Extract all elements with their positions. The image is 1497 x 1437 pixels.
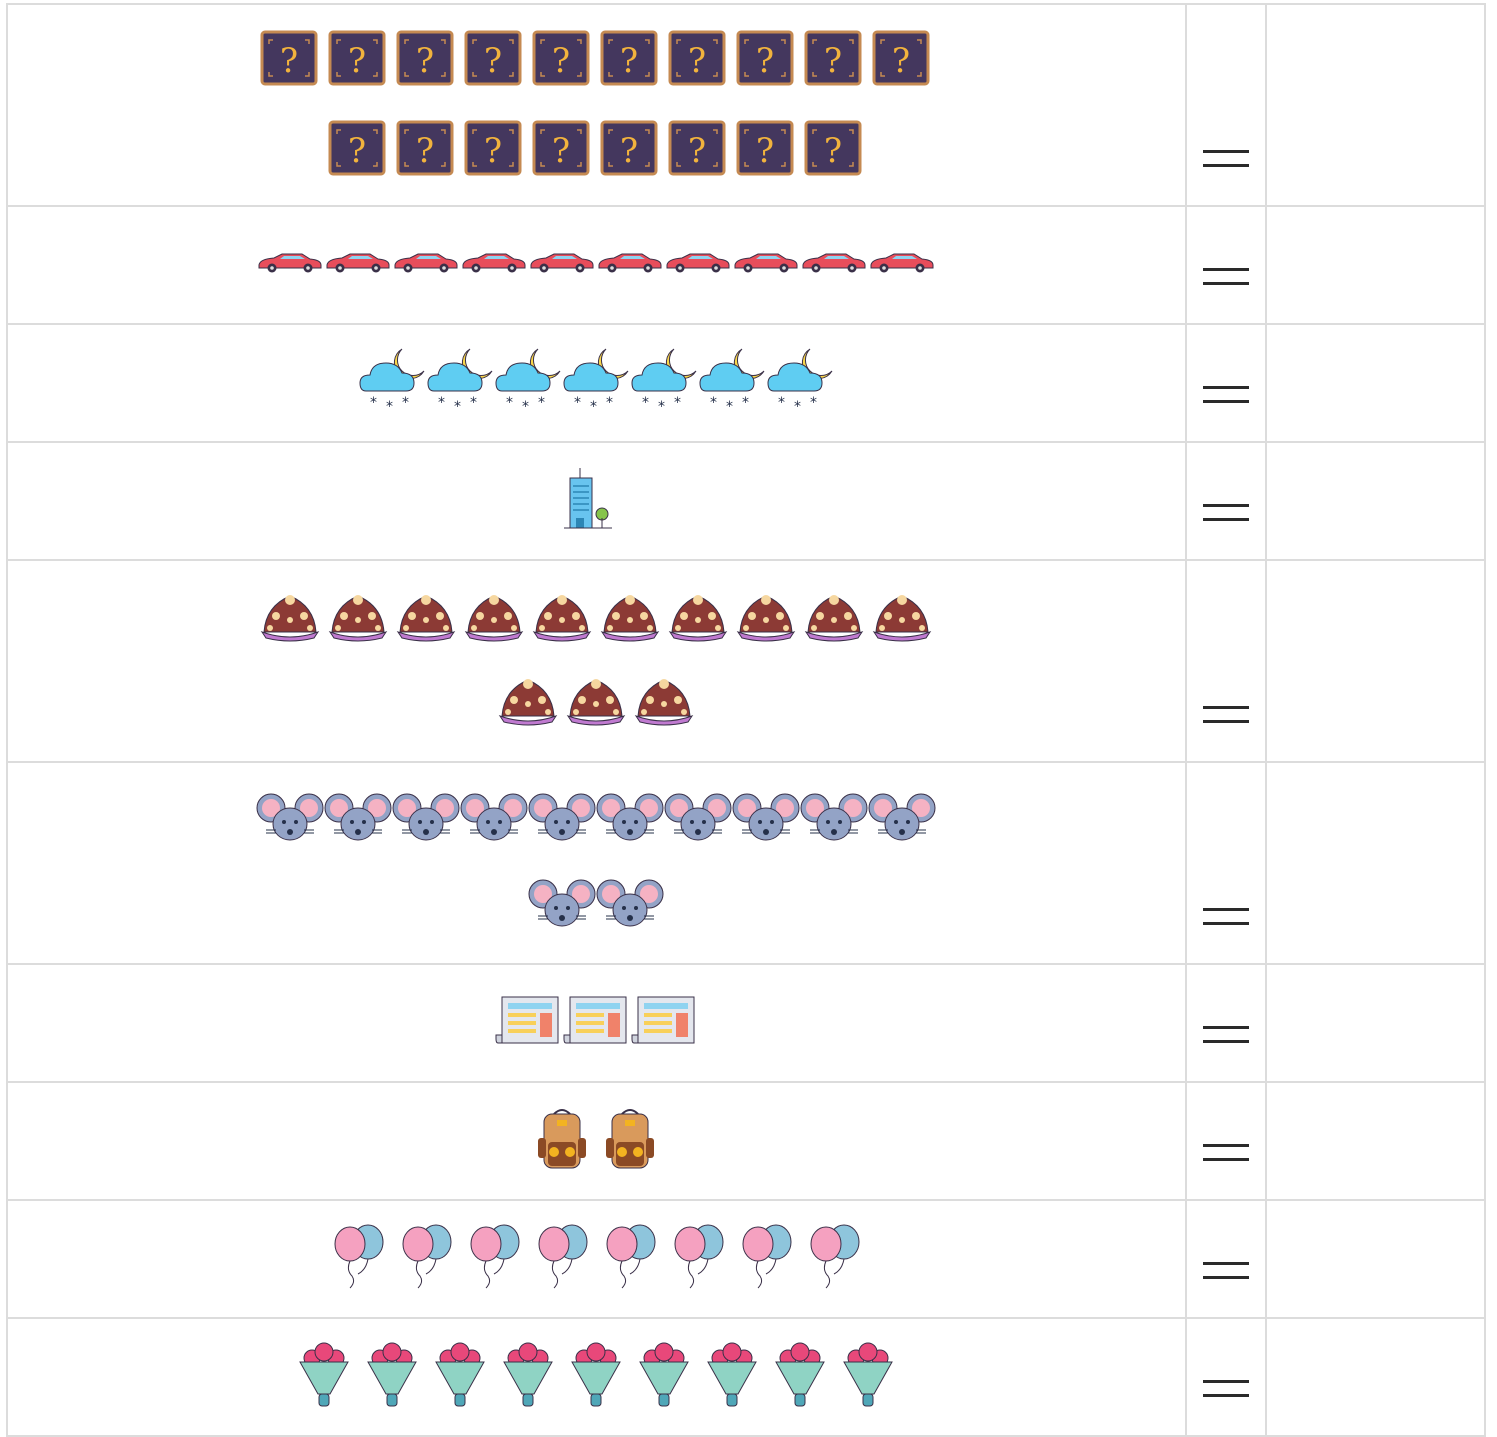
balloons-icon [800,1224,868,1294]
newspaper-icon [562,995,630,1051]
question-block-icon [732,30,800,90]
flower-bouquet-icon [698,1342,766,1412]
count-row [7,1200,1485,1318]
svg-text:*: * [454,399,462,415]
equals-sign [1203,150,1249,170]
balloons-icon [732,1224,800,1294]
chocolate-truffle-icon [392,592,460,646]
question-block-icon [528,30,596,90]
snow-cloud-moon-icon [426,345,494,421]
snow-cloud-moon-icon [766,345,834,421]
newspaper-icon [630,995,698,1051]
picture-cell [7,1318,1186,1436]
balloons-icon [392,1224,460,1294]
picture-cell [7,964,1186,1082]
answer-cell[interactable] [1266,560,1485,762]
flower-bouquet-icon [562,1342,630,1412]
svg-text:?: ? [552,41,571,81]
newspaper-icon [494,995,562,1051]
svg-text:*: * [370,395,378,411]
icon-line [324,1224,868,1294]
chocolate-truffle-icon [562,676,630,730]
equals-sign [1203,386,1249,406]
answer-cell[interactable] [1266,1200,1485,1318]
balloons-icon [324,1224,392,1294]
icon-line [528,1106,664,1176]
mouse-face-icon [732,792,800,848]
chocolate-truffle-icon [800,592,868,646]
question-block-icon [528,120,596,180]
svg-text:*: * [674,395,682,411]
count-row [7,442,1485,560]
balloons-icon [460,1224,528,1294]
count-row [7,762,1485,964]
equals-sign [1203,908,1249,928]
svg-text:*: * [470,395,478,411]
svg-text:?: ? [824,131,843,171]
backpack-icon [596,1106,664,1176]
mouse-face-icon [868,792,936,848]
mouse-face-icon [528,792,596,848]
picture-cell [7,442,1186,560]
question-block-icon [800,120,868,180]
balloons-icon [596,1224,664,1294]
picture-cell [7,206,1186,324]
svg-text:*: * [590,399,598,415]
equals-cell [1186,1200,1266,1318]
chocolate-truffle-icon [630,676,698,730]
icon-line [256,251,936,279]
svg-text:*: * [506,395,514,411]
svg-text:?: ? [688,41,707,81]
chocolate-truffle-icon [324,592,392,646]
mouse-face-icon [800,792,868,848]
icon-line [324,120,868,180]
svg-text:?: ? [280,41,299,81]
mouse-face-icon [596,878,664,934]
svg-text:?: ? [756,131,775,171]
question-block-icon [596,120,664,180]
svg-text:?: ? [688,131,707,171]
answer-cell[interactable] [1266,324,1485,442]
svg-text:*: * [438,395,446,411]
mouse-face-icon [256,792,324,848]
equals-cell [1186,1318,1266,1436]
svg-text:*: * [574,395,582,411]
snow-cloud-moon-icon [494,345,562,421]
svg-text:*: * [810,395,818,411]
count-row [7,324,1485,442]
equals-sign [1203,268,1249,288]
equals-cell [1186,964,1266,1082]
svg-text:*: * [658,399,666,415]
flower-bouquet-icon [358,1342,426,1412]
equals-sign [1203,1380,1249,1400]
svg-text:*: * [402,395,410,411]
red-car-icon [528,251,596,279]
flower-bouquet-icon [630,1342,698,1412]
icon-line [256,592,936,646]
question-block-icon [256,30,324,90]
svg-text:*: * [778,395,786,411]
chocolate-truffle-icon [494,676,562,730]
svg-text:*: * [742,395,750,411]
equals-cell [1186,762,1266,964]
svg-text:?: ? [484,131,503,171]
question-block-icon [596,30,664,90]
question-block-icon [664,120,732,180]
chocolate-truffle-icon [528,592,596,646]
question-block-icon [800,30,868,90]
mouse-face-icon [664,792,732,848]
svg-text:?: ? [824,41,843,81]
mouse-face-icon [528,878,596,934]
equals-sign [1203,504,1249,524]
chocolate-truffle-icon [596,592,664,646]
icon-line [494,995,698,1051]
chocolate-truffle-icon [868,592,936,646]
icon-line [562,466,630,536]
snow-cloud-moon-icon [562,345,630,421]
red-car-icon [256,251,324,279]
snow-cloud-moon-icon [698,345,766,421]
question-block-icon [732,120,800,180]
red-car-icon [460,251,528,279]
equals-sign [1203,1026,1249,1046]
svg-text:?: ? [620,41,639,81]
equals-sign [1203,1144,1249,1164]
answer-cell[interactable] [1266,4,1485,206]
equals-cell [1186,206,1266,324]
equals-cell [1186,560,1266,762]
count-row [7,1082,1485,1200]
svg-text:*: * [642,395,650,411]
svg-text:*: * [606,395,614,411]
chocolate-truffle-icon [732,592,800,646]
red-car-icon [732,251,800,279]
count-row [7,964,1485,1082]
picture-cell [7,324,1186,442]
red-car-icon [868,251,936,279]
mouse-face-icon [460,792,528,848]
question-block-icon [392,120,460,180]
icon-line [290,1342,902,1412]
svg-text:?: ? [348,131,367,171]
equals-sign [1203,1262,1249,1282]
balloons-icon [528,1224,596,1294]
svg-text:*: * [794,399,802,415]
mouse-face-icon [596,792,664,848]
answer-cell[interactable] [1266,762,1485,964]
chocolate-truffle-icon [664,592,732,646]
picture-cell [7,4,1186,206]
svg-text:?: ? [416,131,435,171]
flower-bouquet-icon [834,1342,902,1412]
question-block-icon [392,30,460,90]
svg-text:*: * [538,395,546,411]
svg-text:?: ? [552,131,571,171]
picture-cell [7,762,1186,964]
snow-cloud-moon-icon [358,345,426,421]
svg-text:?: ? [892,41,911,81]
flower-bouquet-icon [494,1342,562,1412]
svg-text:*: * [386,399,394,415]
answer-cell[interactable] [1266,1318,1485,1436]
red-car-icon [664,251,732,279]
svg-text:*: * [522,399,530,415]
equals-cell [1186,442,1266,560]
counting-worksheet-table [6,3,1486,1437]
flower-bouquet-icon [290,1342,358,1412]
equals-cell [1186,4,1266,206]
icon-line [256,792,936,848]
svg-text:?: ? [484,41,503,81]
red-car-icon [596,251,664,279]
question-block-icon [460,30,528,90]
svg-text:?: ? [620,131,639,171]
answer-cell[interactable] [1266,206,1485,324]
equals-cell [1186,1082,1266,1200]
mouse-face-icon [392,792,460,848]
svg-text:?: ? [756,41,775,81]
count-row [7,206,1485,324]
red-car-icon [392,251,460,279]
red-car-icon [324,251,392,279]
equals-cell [1186,324,1266,442]
chocolate-truffle-icon [460,592,528,646]
flower-bouquet-icon [766,1342,834,1412]
svg-text:*: * [710,395,718,411]
svg-text:?: ? [416,41,435,81]
snow-cloud-moon-icon [630,345,698,421]
mouse-face-icon [324,792,392,848]
question-block-icon [460,120,528,180]
equals-sign [1203,706,1249,726]
icon-line [256,30,936,90]
flower-bouquet-icon [426,1342,494,1412]
office-building-icon [562,466,630,536]
picture-cell [7,1082,1186,1200]
backpack-icon [528,1106,596,1176]
question-block-icon [664,30,732,90]
question-block-icon [868,30,936,90]
count-row [7,1318,1485,1436]
svg-text:*: * [726,399,734,415]
balloons-icon [664,1224,732,1294]
answer-cell[interactable] [1266,964,1485,1082]
icon-line [358,345,834,421]
count-row [7,560,1485,762]
red-car-icon [800,251,868,279]
picture-cell [7,560,1186,762]
question-block-icon [324,120,392,180]
icon-line [494,676,698,730]
count-row [7,4,1485,206]
chocolate-truffle-icon [256,592,324,646]
icon-line [528,878,664,934]
answer-cell[interactable] [1266,442,1485,560]
picture-cell [7,1200,1186,1318]
svg-text:?: ? [348,41,367,81]
question-block-icon [324,30,392,90]
answer-cell[interactable] [1266,1082,1485,1200]
